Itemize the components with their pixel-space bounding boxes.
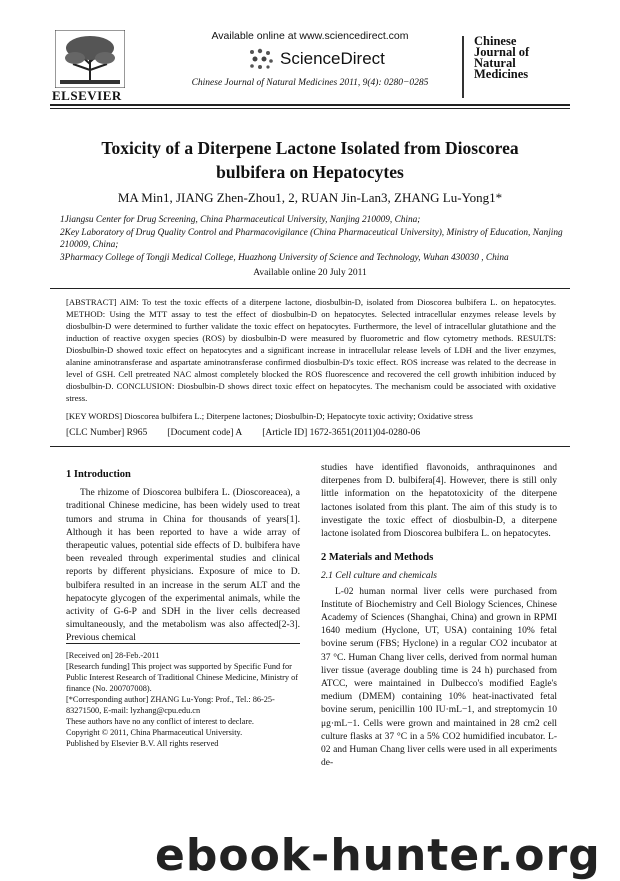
title-line: Toxicity of a Diterpene Lactone Isolated from Dioscorea <box>101 138 519 158</box>
section-heading: 1 Introduction <box>66 469 131 480</box>
paper-title <box>60 136 560 184</box>
sciencedirect-dots-icon <box>248 48 274 70</box>
journal-name-line: Medicines <box>474 67 529 81</box>
title-line: bulbifera on Hepatocytes <box>216 162 404 182</box>
footnote: [Received on] 28-Feb.-2011 <box>66 651 160 660</box>
watermark: ebook-hunter.org <box>155 830 601 881</box>
sciencedirect-wordmark: ScienceDirect <box>280 49 385 68</box>
abstract-top-rule <box>50 288 570 289</box>
header-rule-thin <box>50 108 570 109</box>
footnote: [*Corresponding author] ZHANG Lu-Yong: Prof., Tel.: 86-25-83271500, E-mail: lyzhang@cpu.edu.cn <box>66 695 275 715</box>
footnote: Published by Elsevier B.V. All rights reserved <box>66 739 219 748</box>
intro-paragraph: The rhizome of Dioscorea bulbifera L. (Dioscoreacea), a traditional Chinese medicine, has been widely used to treat tumors and struma in China for thousands of years[1]. Although it has been reported to have a wide array of therapeutic values, potential side effects of D. bulbifera have been revealed through experimental studies and clinical reports by different physicians. Exposure of mice to D. bulbifera resulted in an increase in the serum ALT and the hepatocyte glycogen of the experimental animals, while the activity of G-6-P and SDH in the liver cells decreased simultaneously, and the metabolism was also affected[2-3]. Previous chemical <box>66 488 300 644</box>
clc-number: [CLC Number] R965 <box>66 428 148 438</box>
elsevier-wordmark: ELSEVIER <box>52 88 122 103</box>
header-rule <box>50 104 570 106</box>
footnote: [Research funding] This project was supported by Specific Fund for Public Interest Research of Traditional Chinese Medicine, Ministry of finance (No. 200707008). <box>66 662 299 693</box>
footnote: These authors have no any conflict of interest to declare. <box>66 717 254 726</box>
journal-citation: Chinese Journal of Natural Medicines 2011, 9(4): 0280−0285 <box>191 78 429 88</box>
affiliation: 1Jiangsu Center for Drug Screening, China Pharmaceutical University, Nanjing 210009, China; <box>60 215 421 225</box>
subsection-heading: 2.1 Cell culture and chemicals <box>321 571 437 582</box>
affiliation: 2Key Laboratory of Drug Quality Control and Pharmacovigilance (China Pharmaceutical University), Ministry of Education, Nanjing 210009, China; <box>60 228 563 250</box>
author-list: MA Min1, JIANG Zhen-Zhou1, 2, RUAN Jin-Lan3, ZHANG Lu-Yong1* <box>117 190 503 205</box>
journal-name-line: Natural <box>474 56 516 70</box>
footnotes <box>66 650 300 749</box>
footnote-rule <box>66 643 300 644</box>
footnote: Copyright © 2011, China Pharmaceutical University. <box>66 728 243 737</box>
document-code: [Document code] A <box>167 428 243 438</box>
abstract-text: [ABSTRACT] AIM: To test the toxic effects of a diterpene lactone, diosbulbin-D, isolated from Dioscorea bulbifera L. on hepatocytes. METHOD: Using the MTT assay to test the effect of diosbulbin-D on hepatocytes. Selected intracellular enzymes release levels by diosbulbin-D were determined to further validate the toxic effect on hepatocytes. Furthermore, the level of intracellular glutathione and the induction of reactive oxygen species (ROS) by diosbulbin-D were measured by fluorometric and flow cytometry methods. RESULTS: Diosbulbin-D showed toxic effect on hepatocytes and a significant increase in intracellular release levels of LDH and the liver enzymes, alanine aminotransferase and aspartate aminotransferase confirmed diosbulbin-D's toxic effect. ROS increase was related to the decrease in level of GSH. Cell pretreated NAC almost completely blocked the ROS fluorescence and recovered the cell growth inhibition induced by diosbulbin-D. CONCLUSION: Diosbulbin-D shows direct toxic effect on hepatocytes. The mechanism could be associated with oxidative stress. <box>66 297 556 403</box>
available-online-banner[interactable]: Available online at www.sciencedirect.com <box>211 30 409 42</box>
section-heading: 2 Materials and Methods <box>321 552 434 564</box>
journal-name-line: Chinese <box>474 34 517 48</box>
abstract-bottom-rule <box>50 446 570 447</box>
journal-name-line: Journal of <box>474 45 530 59</box>
classification-line <box>66 428 556 438</box>
methods-paragraph: L-02 human normal liver cells were purchased from Institute of Biochemistry and Cell Biology Sciences, Chinese Academy of Sciences (Shanghai, China) and grown in RPMI 1640 medium (Hyclone, UT, USA) containing 10% fetal bovine serum (FBS; Hyclone) in a regular CO2 incubator at 37 °C. Human Chang liver cells, derived from normal human liver tissue (average doubling time is 24 h) purchased from ATCC, were maintained in Dulbecco's modified Eagle's medium (DMEM) containing 10% heat-inactivated fetal bovine serum, penicillin 100 IU·mL−1, and streptomycin 10 μg·mL−1. Cells were grown and maintained in 28 cm2 cell culture flasks at 37 °C in a 5% CO2 humidified incubator. L-02 and Human Chang liver cells were used in all experiments de- <box>321 586 557 769</box>
affiliation: 3Pharmacy College of Tongji Medical College, Huazhong University of Science and Technology, Wuhan 430030 , China <box>60 253 509 263</box>
sciencedirect-logo <box>248 46 388 72</box>
available-online-date: Available online 20 July 2011 <box>253 268 367 278</box>
article-id: [Article ID] 1672-3651(2011)04-0280-06 <box>262 428 421 438</box>
journal-name-box <box>462 36 570 98</box>
keywords: [KEY WORDS] Dioscorea bulbifera L.; Diterpene lactones; Diosbulbin-D; Hepatocyte toxic activity; Oxidative stress <box>66 411 473 421</box>
right-column <box>321 462 557 770</box>
intro-continued: studies have identified flavonoids, anthraquinones and diterpenes from D. bulbifera[4]. However, there is still only little information on the hepatotoxicity of the diterpene lactones isolated from this plant. The aim of this study is to investigate the toxic effect of diosbulbin-D, a diterpene lactone isolated from Dioscorea bulbifera L. on hepatocytes. <box>321 463 557 540</box>
left-column <box>66 468 300 646</box>
